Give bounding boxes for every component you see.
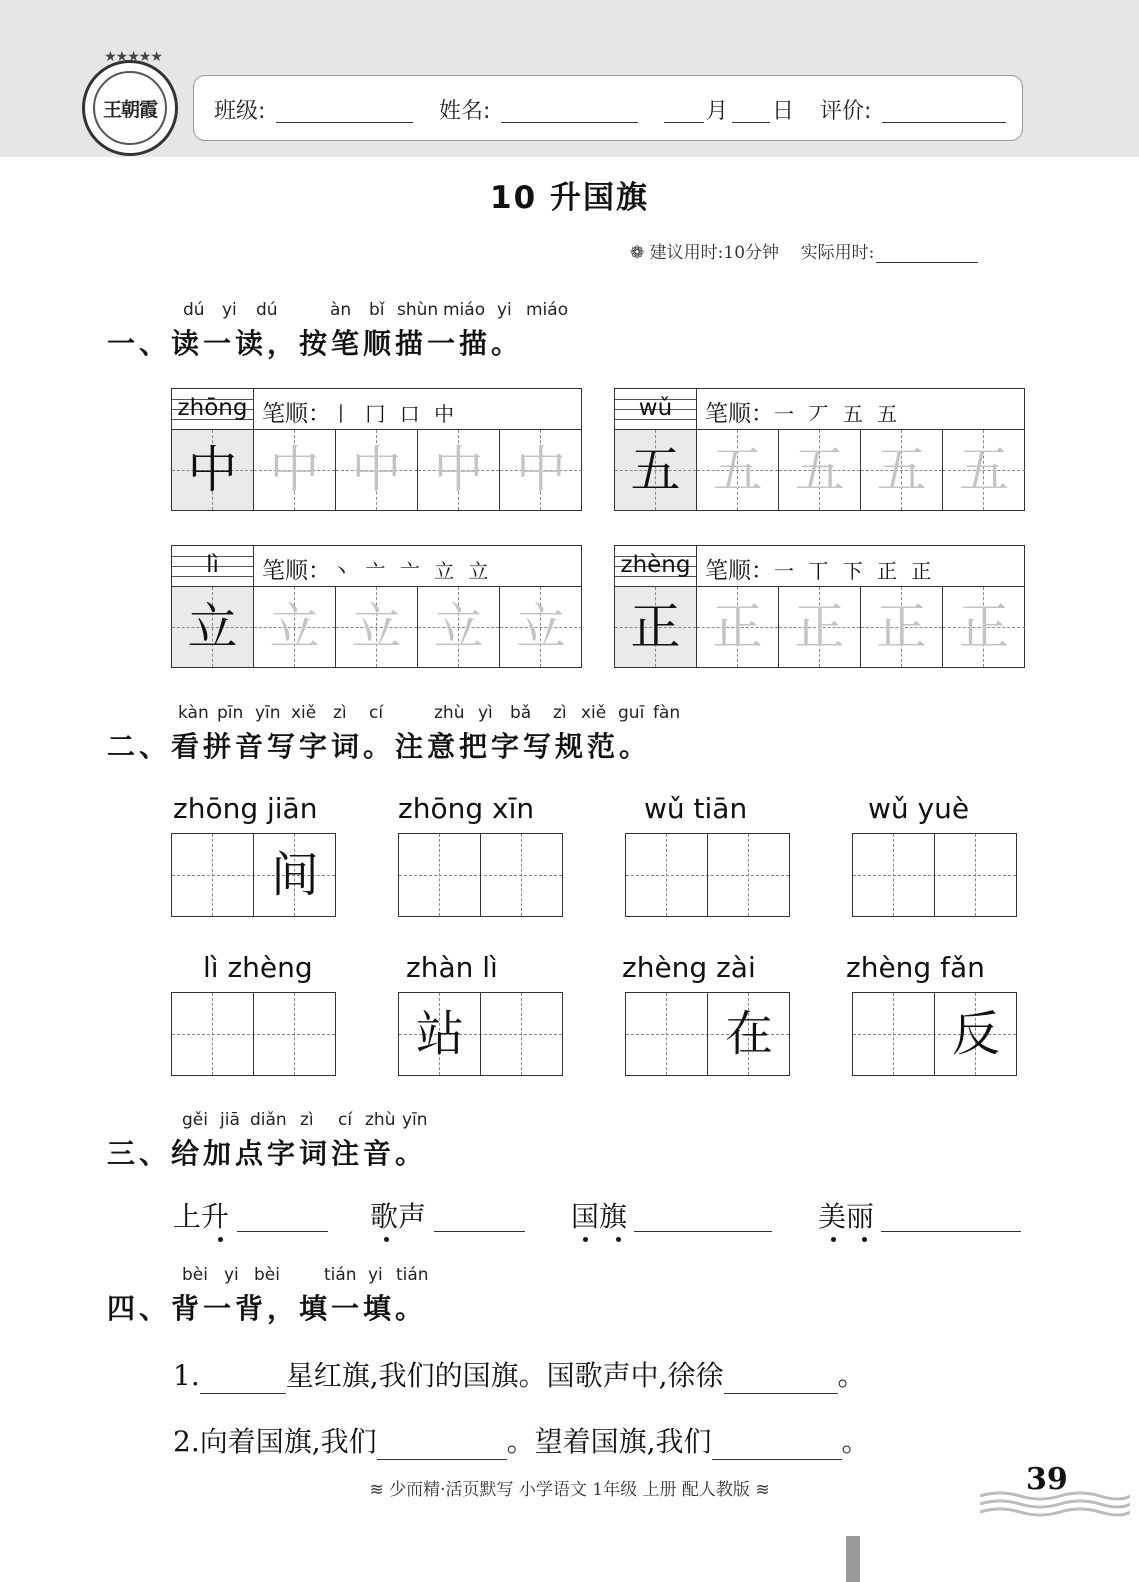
student-info-bar [193,75,1023,141]
publisher-logo [82,49,178,156]
given-char [853,993,935,1075]
word-pinyin: zhèng fǎn [846,951,985,984]
answer-line[interactable] [881,1231,1021,1232]
word-pinyin: wǔ tiān [644,792,748,825]
trace-cell[interactable] [500,430,582,510]
char-cells [615,587,1024,667]
blank-field[interactable] [724,1363,838,1394]
stroke-block-zhong [171,388,582,511]
word-pinyin: zhōng xīn [398,792,535,825]
stroke-block-li [171,545,582,668]
phonetic-word: 美丽 [818,1200,875,1233]
pinyin: bǎ [510,703,532,723]
emphasis-dot [616,1237,621,1242]
block-pinyin: zhōng [177,395,248,421]
pinyin: bǐ [369,300,385,320]
model-cell [172,587,254,667]
trace-cell[interactable] [418,430,500,510]
section3-pinyin [0,1110,600,1132]
blank-field[interactable] [377,1429,507,1460]
stroke-block-wu [614,388,1025,511]
trace-cell[interactable] [500,587,582,667]
trace-char: 五 [794,441,845,499]
model-char: 五 [630,441,681,499]
trace-char: 正 [959,598,1009,656]
pinyin: diǎn [250,1110,287,1130]
pinyin: bèi [182,1265,208,1285]
emphasis-dot [831,1237,836,1242]
given-char [172,993,254,1075]
month-label: 月 [706,99,729,124]
pinyin: zì [333,703,347,723]
trace-char: 五 [712,441,763,499]
pinyin: dú [183,300,205,320]
trace-cell[interactable] [418,587,500,667]
section3-heading: 三、给加点字词注音。 [107,1137,428,1170]
order-label: 笔顺： [262,558,331,584]
given-char: 间 [270,847,319,903]
given-char [481,834,563,916]
wave-icon: ≋ [369,1480,390,1500]
page-title: 10 升国旗 [490,180,649,216]
pinyin: yi [368,1265,383,1285]
model-char: 中 [187,441,238,499]
footer [0,1475,1139,1500]
pinyin: yīn [402,1110,428,1130]
block-header [172,389,581,430]
star-icons: ★★★★★ [104,49,162,65]
order-strokes: 一 丅 下 正 正 [774,559,936,583]
model-char: 正 [630,598,681,656]
word-box[interactable] [852,992,1017,1076]
phonetic-word: 国旗 [571,1200,628,1233]
pinyin: xiě [581,703,607,723]
trace-char: 中 [351,441,402,499]
trace-cell[interactable] [861,430,943,510]
pinyin: zì [553,703,567,723]
section4-heading: 四、背一背，填一填。 [107,1292,428,1325]
pinyin: fàn [653,703,681,723]
word-box[interactable] [171,992,336,1076]
trace-char: 正 [876,598,927,656]
word-box[interactable] [398,833,563,917]
line-end: 。 [841,1425,870,1458]
order-strokes: 一 丆 五 五 [774,402,902,426]
answer-line[interactable] [237,1231,328,1232]
phonetic-word: 歌声 [370,1200,427,1233]
pinyin: yīn [255,703,281,723]
block-pinyin: zhèng [620,552,691,578]
block-header [615,389,1024,430]
section1-pinyin [0,300,700,322]
given-char: 在 [724,1006,773,1062]
given-char: 站 [415,1006,464,1062]
block-pinyin: wǔ [638,395,673,421]
order-strokes: 丶 亠 亠 立 立 [331,559,493,583]
word-box[interactable] [852,833,1017,917]
pinyin: guī [618,703,645,723]
trace-cell[interactable] [779,587,861,667]
pinyin-box [615,546,697,586]
blank-field[interactable] [200,1363,286,1394]
block-header [172,546,581,587]
model-char: 立 [187,598,238,656]
pinyin: yì [478,703,493,723]
trace-char: 中 [516,441,566,499]
pinyin: cí [338,1110,353,1130]
char-cells [615,430,1024,510]
pinyin: miáo [526,300,569,320]
trace-char: 立 [433,598,484,656]
emphasis-dot [583,1237,588,1242]
trace-char: 立 [269,598,320,656]
trace-char: 中 [269,441,320,499]
trace-cell[interactable] [697,430,779,510]
section4-pinyin [0,1265,600,1287]
given-char [399,834,481,916]
suggested-time: 建议用时:10分钟 [649,243,780,263]
emphasis-dot [862,1237,867,1242]
pinyin: yi [497,300,512,320]
trace-cell[interactable] [943,587,1025,667]
pinyin: bèi [254,1265,280,1285]
eval-field[interactable] [882,122,1006,123]
blank-field[interactable] [712,1429,842,1460]
trace-char: 五 [876,441,927,499]
trace-char: 正 [712,598,763,656]
trace-cell[interactable] [697,587,779,667]
word-pinyin: lì zhèng [203,951,313,984]
pinyin: àn [330,300,352,320]
given-char [172,834,254,916]
line-end: 。 [837,1359,866,1392]
trace-char: 立 [351,598,402,656]
month-field[interactable] [664,122,704,123]
logo-text: 王朝霞 [102,99,157,121]
word-box[interactable] [171,833,336,917]
footer-text: 少而精·活页默写 小学语文 1年级 上册 配人教版 [389,1480,750,1500]
name-label: 姓名: [439,99,491,124]
trace-cell[interactable] [779,430,861,510]
answer-line[interactable] [434,1231,525,1232]
line-text: 星红旗,我们的国旗。国歌声中,徐徐 [285,1359,724,1392]
order-label: 笔顺： [262,401,331,427]
line-text: 。望着国旗,我们 [506,1425,712,1458]
given-char [853,834,935,916]
day-label: 日 [772,99,795,124]
model-cell [615,587,697,667]
given-char [254,993,336,1075]
word-pinyin: zhèng zài [622,951,756,984]
given-char: 反 [951,1006,1000,1062]
section1-heading: 一、读一读，按笔顺描一描。 [107,327,524,360]
line-text: 向着国旗,我们 [199,1425,377,1458]
word-pinyin: wǔ yuè [868,792,970,825]
pinyin: pīn [217,703,244,723]
wave-icon: ≋ [749,1480,770,1500]
pinyin: miáo [443,300,486,320]
pinyin: dú [256,300,278,320]
char-cells [172,430,581,510]
fill-line-2 [173,1420,870,1460]
word-box[interactable] [398,992,563,1076]
trace-char: 正 [794,598,845,656]
page-edge-tab [846,1536,860,1582]
given-char [626,834,708,916]
trace-cell[interactable] [336,430,418,510]
pinyin-box [172,389,254,429]
pinyin: tián [324,1265,357,1285]
word-box[interactable] [625,833,790,917]
block-pinyin: lì [206,552,219,578]
given-char [708,834,790,916]
trace-char: 中 [433,441,484,499]
actual-time-field[interactable] [876,244,978,263]
model-cell [615,430,697,510]
trace-cell[interactable] [861,587,943,667]
class-field[interactable] [276,122,413,123]
given-char [935,834,1017,916]
pinyin-box [615,389,697,429]
word-box[interactable] [625,992,790,1076]
name-field[interactable] [501,122,638,123]
eval-label: 评价: [820,99,872,124]
stroke-order [262,552,492,585]
pinyin: zhù [434,703,465,723]
stroke-block-zheng [614,545,1025,668]
pinyin: zhù [365,1110,396,1130]
trace-cell[interactable] [336,587,418,667]
pinyin: tián [396,1265,429,1285]
actual-time-label: 实际用时: [800,243,875,263]
word-pinyin: zhàn lì [406,951,498,984]
trace-cell[interactable] [943,430,1025,510]
clock-icon: ❁ [630,243,645,263]
stroke-order [705,552,935,585]
model-cell [172,430,254,510]
trace-cell[interactable] [254,587,336,667]
pinyin: cí [369,703,384,723]
order-strokes: 丨 冂 口 中 [331,402,459,426]
order-label: 笔顺： [705,558,774,584]
day-field[interactable] [732,122,770,123]
section2-heading: 二、看拼音写字词。注意把字写规范。 [107,730,652,763]
block-header [615,546,1024,587]
pinyin: zì [300,1110,314,1130]
wave-decoration-icon [980,1488,1130,1518]
page-number: 39 [1026,1462,1068,1497]
section2-pinyin [0,703,800,725]
order-label: 笔顺： [705,401,774,427]
trace-char: 立 [516,598,566,656]
stroke-order [262,395,458,428]
trace-char: 五 [959,441,1009,499]
char-cells [172,587,581,667]
word-pinyin: zhōng jiān [173,792,318,825]
trace-cell[interactable] [254,430,336,510]
timing-info [630,238,978,263]
pinyin: jiā [220,1110,240,1130]
pinyin: yi [224,1265,239,1285]
pinyin-box [172,546,254,586]
emphasis-dot [218,1237,223,1242]
pinyin: xiě [291,703,317,723]
emphasis-dot [384,1237,389,1242]
fill-line-1 [173,1354,866,1394]
pinyin: gěi [182,1110,208,1130]
item-number: 1. [173,1359,200,1392]
answer-line[interactable] [634,1231,772,1232]
class-label: 班级: [214,99,266,124]
given-char [481,993,563,1075]
given-char [626,993,708,1075]
stroke-order [705,395,901,428]
pinyin: yi [222,300,237,320]
pinyin: kàn [178,703,209,723]
phonetic-word: 上升 [173,1200,230,1233]
pinyin: shùn [397,300,439,320]
item-number: 2. [173,1425,200,1458]
